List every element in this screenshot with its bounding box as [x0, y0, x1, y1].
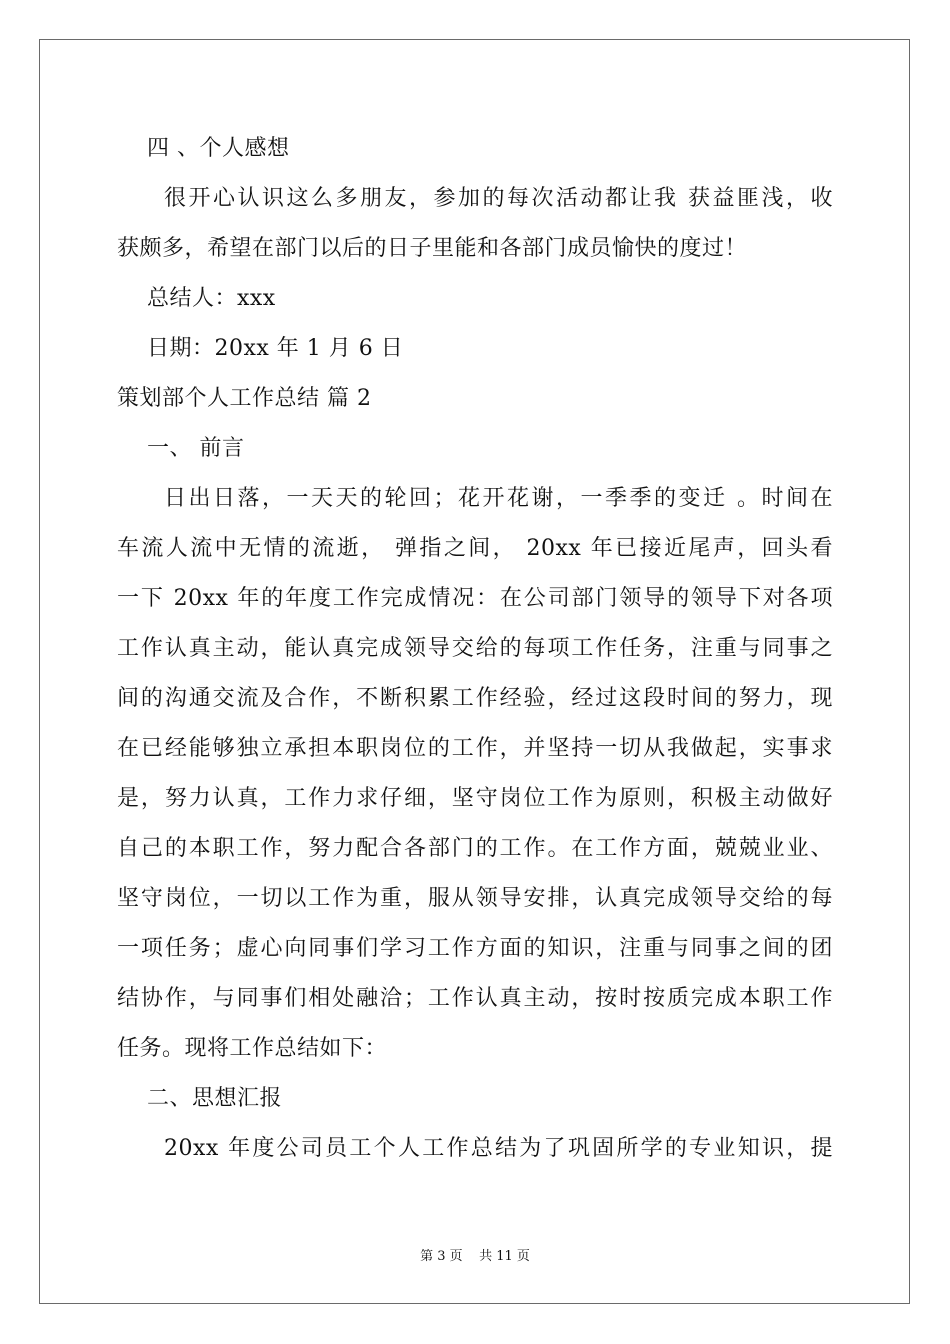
author-line: 总结人：xxx	[117, 286, 276, 311]
paragraph-line: 车流人流中无情的流逝， 弹指之间， 20xx 年已接近尾声，回头看	[117, 536, 833, 561]
paragraph-line: 在已经能够独立承担本职岗位的工作，并坚持一切从我做起，实事求	[117, 736, 833, 761]
section-heading-thought-report: 二、思想汇报	[117, 1086, 282, 1111]
paragraph-line: 自己的本职工作，努力配合各部门的工作。在工作方面，兢兢业业、	[117, 836, 833, 861]
paragraph-line: 间的沟通交流及合作，不断积累工作经验，经过这段时间的努力，现	[117, 686, 833, 711]
page-number-footer: 第 3 页 共 11 页	[420, 1249, 530, 1264]
paragraph-line: 坚守岗位，一切以工作为重，服从领导安排，认真完成领导交给的每	[117, 886, 833, 911]
paragraph-line: 很开心认识这么多朋友，参加的每次活动都让我 获益匪浅，收	[164, 186, 833, 211]
paragraph-line: 日出日落，一天天的轮回；花开花谢，一季季的变迁 。时间在	[164, 486, 833, 511]
section-heading-preface: 一、 前言	[117, 436, 245, 461]
paragraph-line: 是，努力认真，工作力求仔细，坚守岗位工作为原则，积极主动做好	[117, 786, 833, 811]
paragraph-line: 任务。现将工作总结如下：	[117, 1036, 388, 1061]
paragraph-line: 一项任务；虚心向同事们学习工作方面的知识，注重与同事之间的团	[117, 936, 833, 961]
page-border	[39, 39, 910, 1304]
paragraph-line: 工作认真主动，能认真完成领导交给的每项工作任务，注重与同事之	[117, 636, 833, 661]
paragraph-line: 20xx 年度公司员工个人工作总结为了巩固所学的专业知识，提	[164, 1136, 833, 1161]
paragraph-line: 获颇多，希望在部门以后的日子里能和各部门成员愉快的度过！	[117, 236, 748, 261]
paragraph-line: 结协作，与同事们相处融洽；工作认真主动，按时按质完成本职工作	[117, 986, 833, 1011]
article-title: 策划部个人工作总结 篇 2	[117, 386, 372, 411]
date-line: 日期：20xx 年 1 月 6 日	[117, 336, 404, 361]
section-heading-personal-feelings: 四 、个人感想	[117, 136, 290, 161]
paragraph-line: 一下 20xx 年的年度工作完成情况：在公司部门领导的领导下对各项	[117, 586, 833, 611]
